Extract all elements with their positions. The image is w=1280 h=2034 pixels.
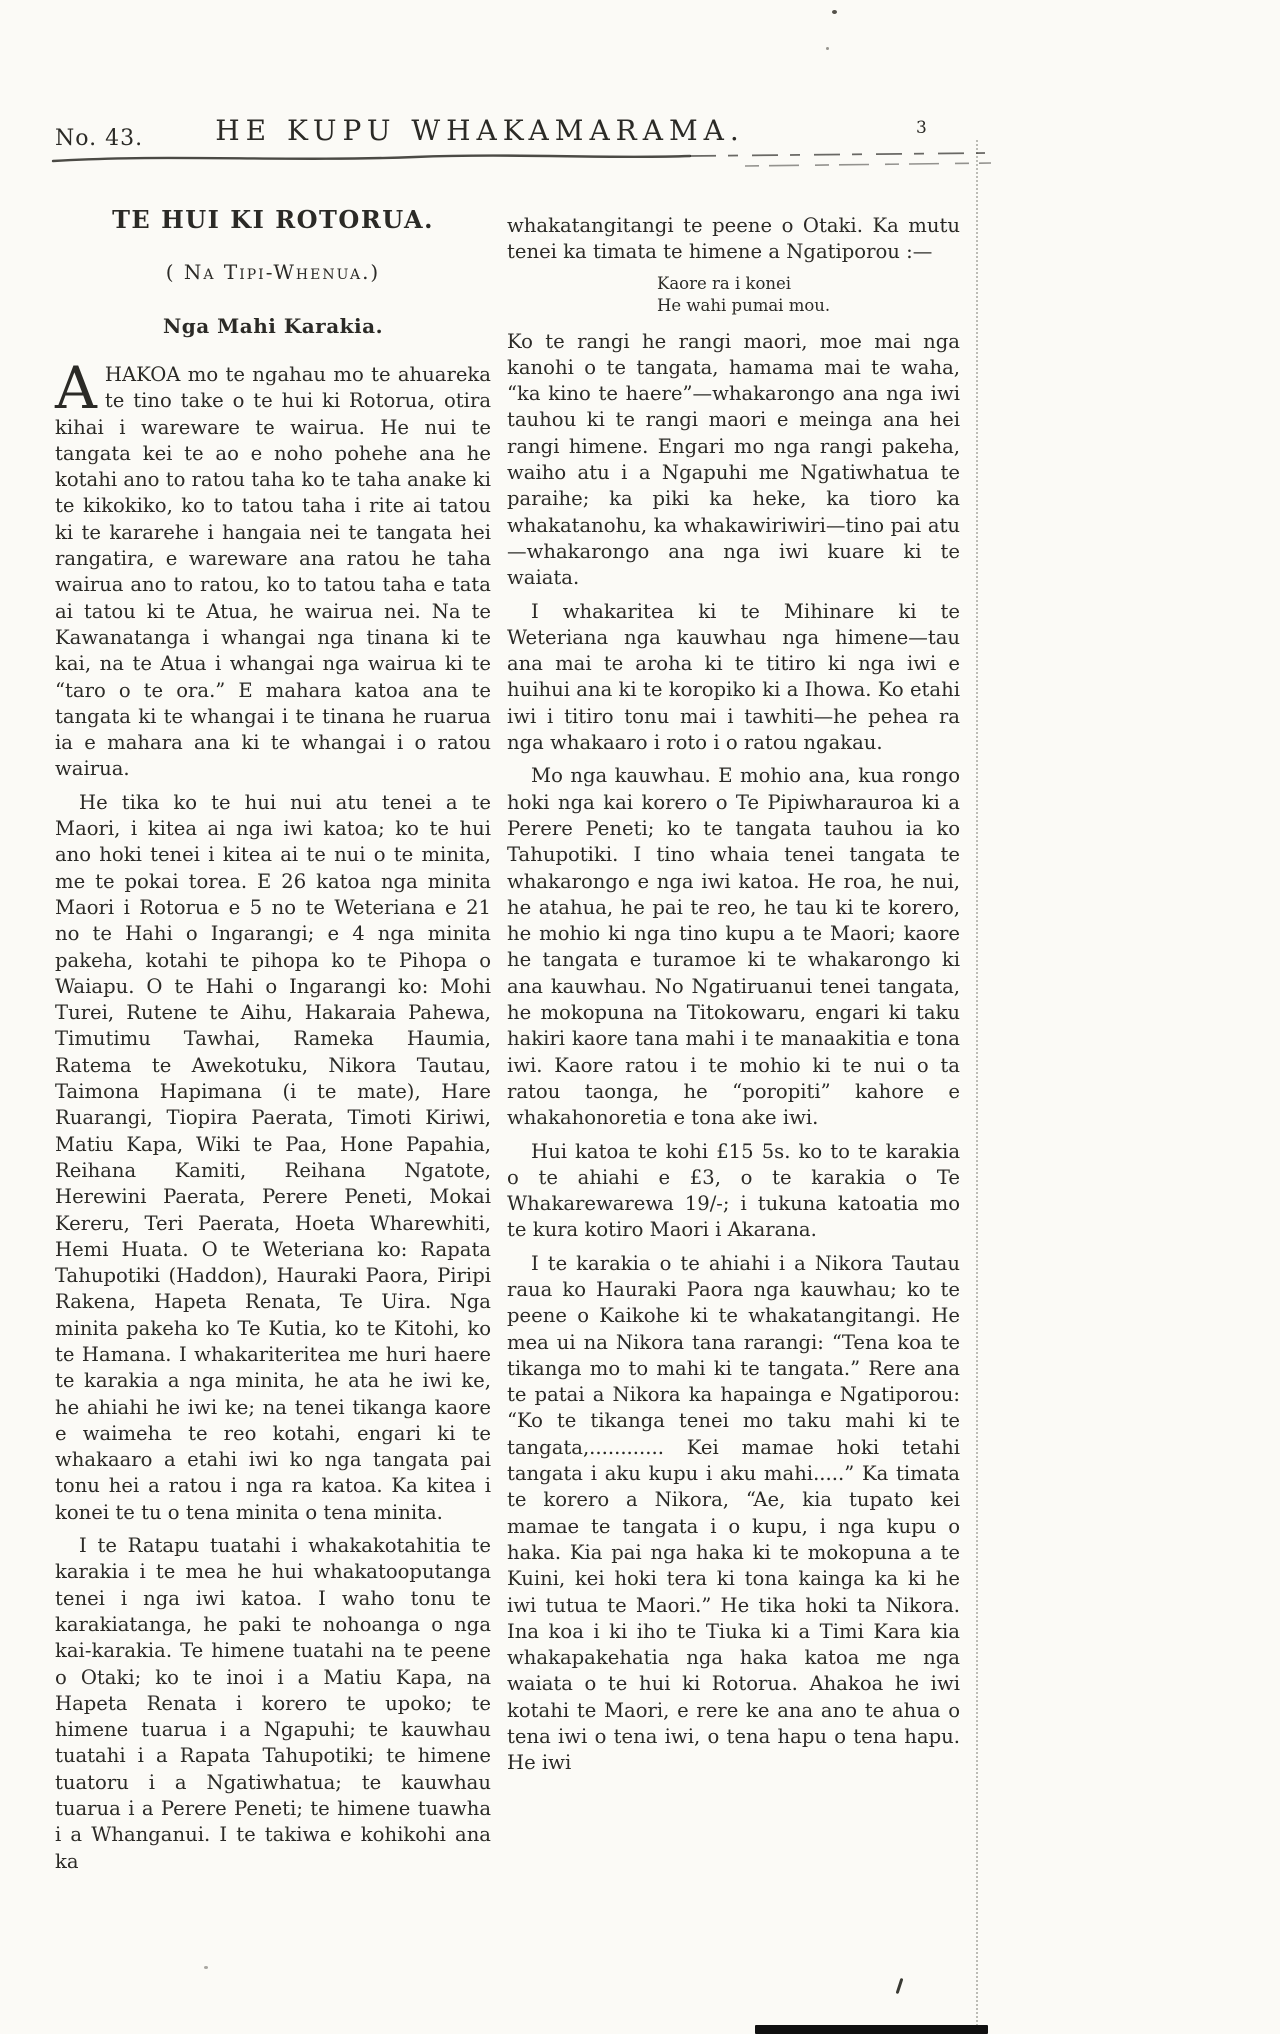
paragraph: I te karakia o te ahiahi i a Nikora Tautau raua ko Hauraki Paora nga kauwhau; ko te peene o Kaikohe ki te whakatangitangi. He mea ui na Nikora tana rarangi: “Tena koa te tikanga mo to mahi ki te tangata.” Rere ana te patai a Nikora ka hapainga e Ngatiporou: “Ko te tikanga tenei mo taku mahi ki te tangata,............ Kei mamae hoki tetahi tangata i aku kupu i aku mahi.....” Ka timata te korero a Nikora, “Ae, kia tupato kei mamae te tangata i o kupu, i nga kupu o haka. Kia pai nga haka ki te mokopuna a te Kuini, kei hoki tera ki tona kainga ka ki he iwi tutua te Maori.” He tika hoki ta Nikora. Ina koa i ki iho te Tiuka ki a Timi Kara kia whakapakehatia nga haka katoa me nga waiata o te hui ki Rotorua. Ahakoa he iwi kotahi te Maori, e rere ke ana ano te ahua o tena iwi o tena iwi, o tena hapu o tena hapu. He iwi — [507, 1251, 960, 1775]
paragraph: Hui katoa te kohi £15 5s. ko to te karakia o te ahiahi e £3, o te karakia o Te Whakarewarewa 19/-; i tukuna katoatia mo te kura kotiro Maori i Akarana. — [507, 1139, 960, 1242]
byline: ( Na Tipi-Whenua.) — [165, 260, 381, 284]
right-column — [507, 205, 960, 1882]
section-heading: Nga Mahi Karakia. — [162, 314, 384, 338]
header-rule-dashes — [690, 153, 985, 156]
verse-line: He wahi pumai mou. — [657, 295, 831, 315]
drop-cap: A — [55, 354, 97, 422]
article-title: TE HUI KI ROTORUA. — [112, 205, 434, 234]
page-number: 3 — [916, 118, 927, 138]
article-columns — [55, 205, 960, 1882]
header-rule-line — [53, 156, 690, 161]
header-rule — [45, 146, 995, 176]
pen-mark — [896, 1978, 904, 1994]
masthead-title: HE KUPU WHAKAMARAMA. — [215, 114, 745, 147]
paragraph-text: HAKOA mo te ngahau mo te ahuareka te tino take o te hui ki Rotorua, otira kihai i wareware te wairua. He nui te tangata kei te ao e noho pohehe ana he kotahi ano to ratou taha ko te taha anake ki te kikokiko, ko to tatou taha i rite ai tatou ki te kararehe i hangaia nei te tangata hei rangatira, e wareware ana ratou he taha wairua ano to ratou, ko to tatou taha e tata ai tatou ki te Atua, he wairua nei. Na te Kawanatanga i whangai nga tinana ki te kai, na te Atua i whangai nga wairua ki te “taro o te ora.” E mahara katoa ana te tangata ki te whangai i te tinana he ruarua ia e mahara ana ki te whangai i o ratou wairua. — [55, 363, 491, 781]
hymn-verse — [657, 273, 960, 317]
ink-speck — [826, 47, 829, 50]
scan-edge-bar — [755, 2025, 988, 2034]
paragraph: He tika ko te hui nui atu tenei a te Maori, i kitea ai nga iwi katoa; ko te hui ano hoki tenei i kitea ai te nui o te minita, me te pokai torea. E 26 katoa nga minita Maori i Rotorua e 5 no te Weteriana e 21 no te Hahi o Ingarangi; e 4 nga minita pakeha, kotahi te pihopa ko te Pihopa o Waiapu. O te Hahi o Ingarangi ko: Mohi Turei, Rutene te Aihu, Hakaraia Pahewa, Timutimu Tawhai, Rameka Haumia, Ratema te Awekotuku, Nikora Tautau, Taimona Hapimana (i te mate), Hare Ruarangi, Tiopira Paerata, Timoti Kiriwi, Matiu Kapa, Wiki te Paa, Hone Papahia, Reihana Kamiti, Reihana Ngatote, Herewini Paerata, Perere Peneti, Mokai Kereru, Teri Paerata, Hoeta Wharewhiti, Hemi Huata. O te Weteriana ko: Rapata Tahupotiki (Haddon), Hauraki Paora, Piripi Rakena, Hapeta Renata, Te Uira. Nga minita pakeha ko Te Kutia, ko te Kitohi, ko te Hamana. I whakariteritea me huri haere te karakia a nga minita, he ata he iwi ke, he ahiahi he iwi ke; na tenei tikanga kaore e waimeha te reo kotahi, engari ki te whakaaro a etahi iwi ko nga tangata pai tonu hei a ratou i nga ra katoa. Ka kitea i konei te tu o tena minita o tena minita. — [55, 790, 491, 1524]
paragraph: I whakaritea ki te Mihinare ki te Weteriana nga kauwhau nga himene—tau ana mai te aroha ki te titiro ki nga iwi e huihui ana ki te koropiko ki a Ihowa. Ko etahi iwi i titiro tonu mai i tawhiti—he pehea ra nga whakaaro i roto i o ratou ngakau. — [507, 599, 960, 755]
ink-speck — [832, 10, 837, 14]
header-rule-dashes-lower — [745, 163, 991, 166]
paragraph: Mo nga kauwhau. E mohio ana, kua rongo hoki nga kai korero o Te Pipiwharauroa ki a Perere Peneti; ko te tangata tauhou ia ko Tahupotiki. I tino whaia tenei tangata te whakarongo e nga iwi katoa. He roa, he nui, he atahua, he pai te reo, he tau ki te korero, he mohio ki nga tino kupu a te Maori; kaore he tangata e turamoe ki te whakarongo ki ana kauwhau. No Ngatiruanui tenei tangata, he mokopuna na Titokowaru, engari ki taku hakiri kaore tana mahi i te manaakitia e tona iwi. Kaore ratou i te mohio ki te nui o ta ratou taonga, he “poropiti” kahore e whakahonoretia e tona ake iwi. — [507, 764, 960, 1130]
paragraph: whakatangitangi te peene o Otaki. Ka mutu tenei ka timata te himene a Ngatiporou :— — [507, 214, 960, 264]
ink-speck — [204, 1966, 208, 1969]
page-edge-dotted-line — [976, 140, 978, 2034]
issue-number: No. 43. — [55, 126, 144, 151]
left-column — [55, 205, 491, 1882]
paragraph: Ko te rangi he rangi maori, moe mai nga kanohi o te tangata, hamama mai te waha, “ka kino te haere”—whakarongo ana nga iwi tauhou ki te rangi maori e meinga ana hei rangi himene. Engari mo nga rangi pakeha, waiho atu i a Ngapuhi me Ngatiwhatua te paraihe; ka piki ka heke, ka tioro ka whakatanohu, ka whakawiriwiri—tino pai atu—whakarongo ana nga iwi kuare ki te waiata. — [507, 329, 960, 590]
verse-line: Kaore ra i konei — [657, 273, 792, 293]
paragraph — [55, 354, 491, 783]
paragraph: I te Ratapu tuatahi i whakakotahitia te karakia i te mea he hui whakatooputanga tenei i nga iwi katoa. I waho tonu te karakiatanga, he paki te nohoanga o nga kai-karakia. Te himene tuatahi na te peene o Otaki; ko te inoi i a Matiu Kapa, na Hapeta Renata i korero te upoko; te himene tuarua i a Ngapuhi; te kauwhau tuatahi i a Rapata Tahupotiki; te himene tuatoru i a Ngatiwhatua; te kauwhau tuarua i a Perere Peneti; te himene tuawha i a Whanganui. I te takiwa e kohikohi ana ka — [55, 1534, 491, 1873]
